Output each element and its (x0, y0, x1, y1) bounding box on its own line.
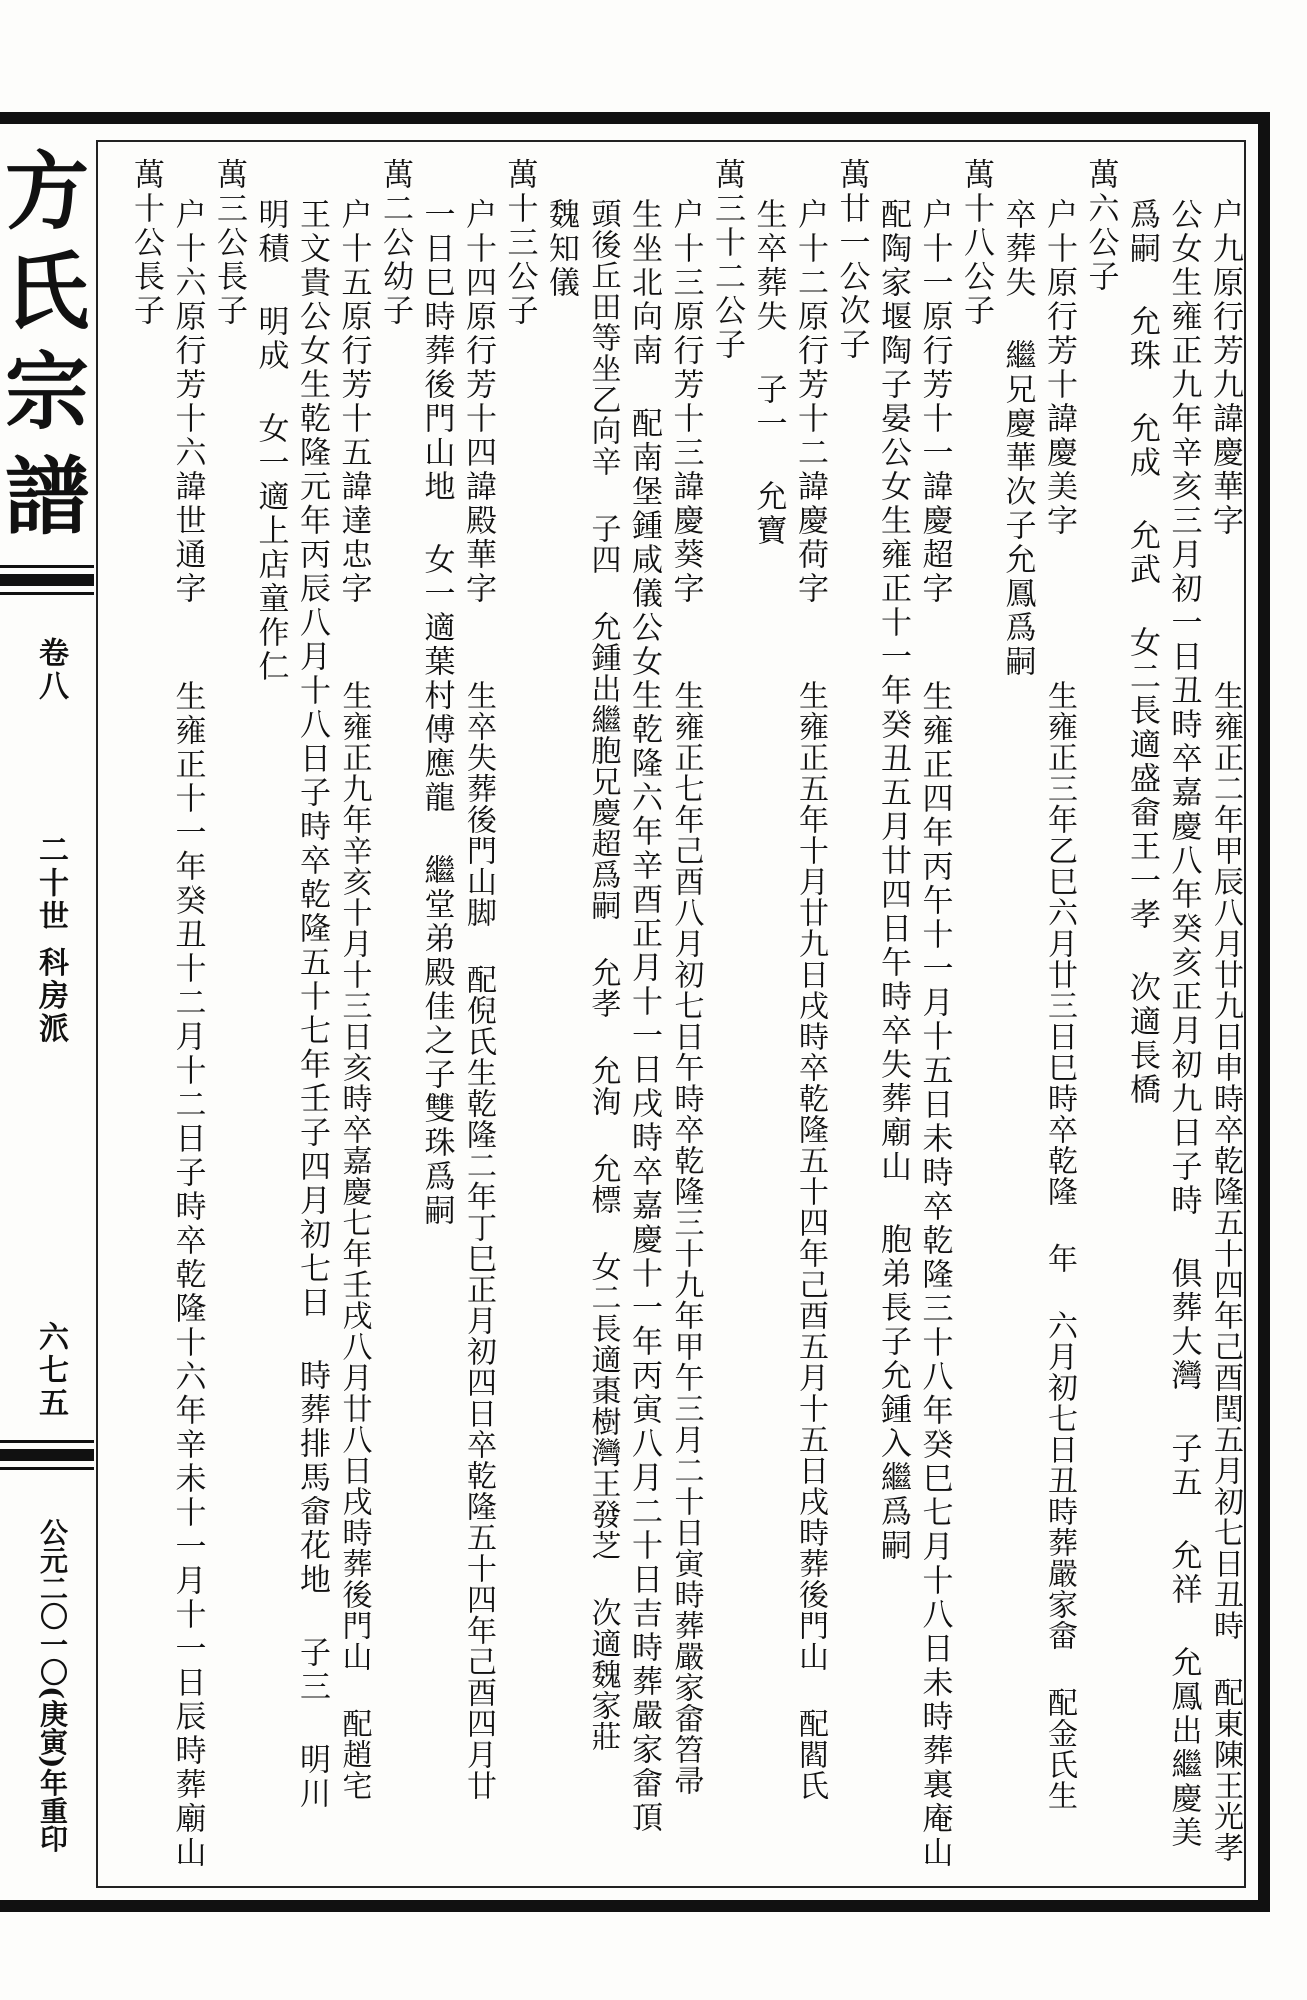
record-detail-line: 公女生雍正九年辛亥三月初一日丑時卒嘉慶八年癸亥正月初九日子時 俱葬大灣 子五 允祥 允鳳出繼慶美 (1165, 198, 1202, 1850)
record-detail-line: 魏知儀 (543, 198, 579, 300)
record-heading: 户十三原行芳十三諱慶葵字 (667, 198, 704, 606)
lineage-header: 萬十三公子 (501, 158, 538, 328)
frame-top-border (0, 112, 1270, 124)
title-separator-thin-2 (0, 592, 94, 595)
record-heading: 户九原行芳九諱慶華字 (1207, 198, 1243, 538)
footer-separator-thin (0, 1440, 94, 1443)
record-heading: 户十一原行芳十一諱慶超字 (916, 198, 953, 606)
record-life-dates: 生雍正四年丙午十一月十五日未時卒乾隆三十八年癸巳七月十八日未時葬裏庵山 (916, 680, 953, 1870)
record-detail-line: 一日巳時葬後門山地 女一適葉村傅應龍 繼堂弟殿佳之子雙珠爲嗣 (418, 198, 455, 1228)
record-heading: 户十五原行芳十五諱達忠字 (335, 198, 372, 606)
record-detail-line: 卒葬失 繼兄慶華次子允鳳爲嗣 (999, 198, 1036, 679)
frame-bottom-border (0, 1900, 1270, 1912)
record-life-dates: 生雍正七年己酉八月初七日午時卒乾隆三十九年甲午三月二十日寅時葬嚴家畲笤帚 (668, 680, 704, 1796)
page-number: 六七五 (33, 1320, 68, 1420)
record-life-dates: 生雍正三年乙巳六月廿三日巳時卒乾隆 年 六月初七日丑時葬嚴家畲 配金氏生 (1042, 680, 1077, 1811)
record-detail-line: 明積 明成 女一適上店童作仁 (252, 198, 289, 684)
title-char-1: 方 (4, 142, 89, 241)
frame-right-border (1258, 112, 1270, 1912)
reprint-note: 公元二〇一〇(庚寅)年重印 (36, 1517, 69, 1853)
footer-separator-thick (0, 1449, 94, 1461)
footer-separator-thin-2 (0, 1467, 94, 1470)
title-char-2: 氏 (4, 242, 89, 341)
record-life-dates: 生雍正二年甲辰八月廿九日申時卒乾隆五十四年己酉閏五月初七日丑時 配東陳王光孝 (1208, 680, 1243, 1863)
lineage-header: 萬二公幼子 (377, 158, 413, 328)
record-detail-line: 爲嗣 允珠 允成 允武 女二長適盛畲王一孝 次適長橋 (1124, 198, 1160, 1107)
record-life-dates: 生卒失葬後門山脚 配倪氏生乾隆二年丁巳正月初四日卒乾隆五十四年己酉四月廿 (461, 680, 496, 1801)
record-detail-line: 生卒葬失 子一 允寶 (750, 198, 787, 548)
record-detail-line: 配陶家堰陶子晏公女生雍正十一年癸丑五月廿四日午時卒失葬廟山 胞弟長子允鍾入繼爲嗣 (875, 198, 911, 1563)
title-separator-thick (0, 574, 94, 586)
title-separator-thin (0, 565, 94, 568)
lineage-header: 萬廿一公次子 (833, 158, 870, 362)
generation-branch-label: 二十世 科房派 (33, 834, 68, 1046)
record-heading: 户十六原行芳十六諱世通字 (169, 198, 206, 606)
lineage-header: 萬三公長子 (211, 158, 247, 328)
volume-label: 卷八 (33, 637, 68, 703)
lineage-header: 萬六公子 (1082, 158, 1119, 294)
margin-divider (96, 140, 98, 1888)
title-char-3: 宗 (4, 342, 89, 441)
record-detail-line: 王文貴公女生乾隆元年丙辰八月十八日子時卒乾隆五十七年壬子四月初七日 時葬排馬畲花地 子三 明川 (294, 198, 330, 1811)
record-heading: 户十原行芳十諱慶美字 (1041, 198, 1077, 538)
record-heading: 户十二原行芳十二諱慶荷字 (792, 198, 828, 606)
record-detail-line: 生坐北向南 配南堡鍾咸儀公女生乾隆六年辛酉正月十一日戌時卒嘉慶十一年丙寅八月二十日吉時葬嚴家畲頂 (626, 198, 662, 1835)
record-detail-line: 頭後丘田等坐乙向辛 子四 允鍾出繼胞兄慶超爲嗣 允孝 允洵 允標 女二長適棗樹灣王發芝 次適魏家莊 (585, 198, 621, 1752)
lineage-header: 萬三十二公子 (709, 158, 745, 362)
lineage-header: 萬十八公子 (958, 158, 994, 328)
record-life-dates: 生雍正十一年癸丑十二月十二日子時卒乾隆十六年辛未十一月十一日辰時葬廟山 (169, 680, 206, 1870)
record-heading: 户十四原行芳十四諱殿華字 (460, 198, 496, 606)
record-life-dates: 生雍正九年辛亥十月十三日亥時卒嘉慶七年壬戌八月廿八日戌時葬後門山 配趙宅 (336, 680, 372, 1801)
record-life-dates: 生雍正五年十月廿九日戌時卒乾隆五十四年己酉五月十五日戌時葬後門山 配閻氏 (793, 680, 828, 1801)
title-char-4: 譜 (4, 447, 89, 546)
lineage-header: 萬十公長子 (128, 158, 164, 328)
